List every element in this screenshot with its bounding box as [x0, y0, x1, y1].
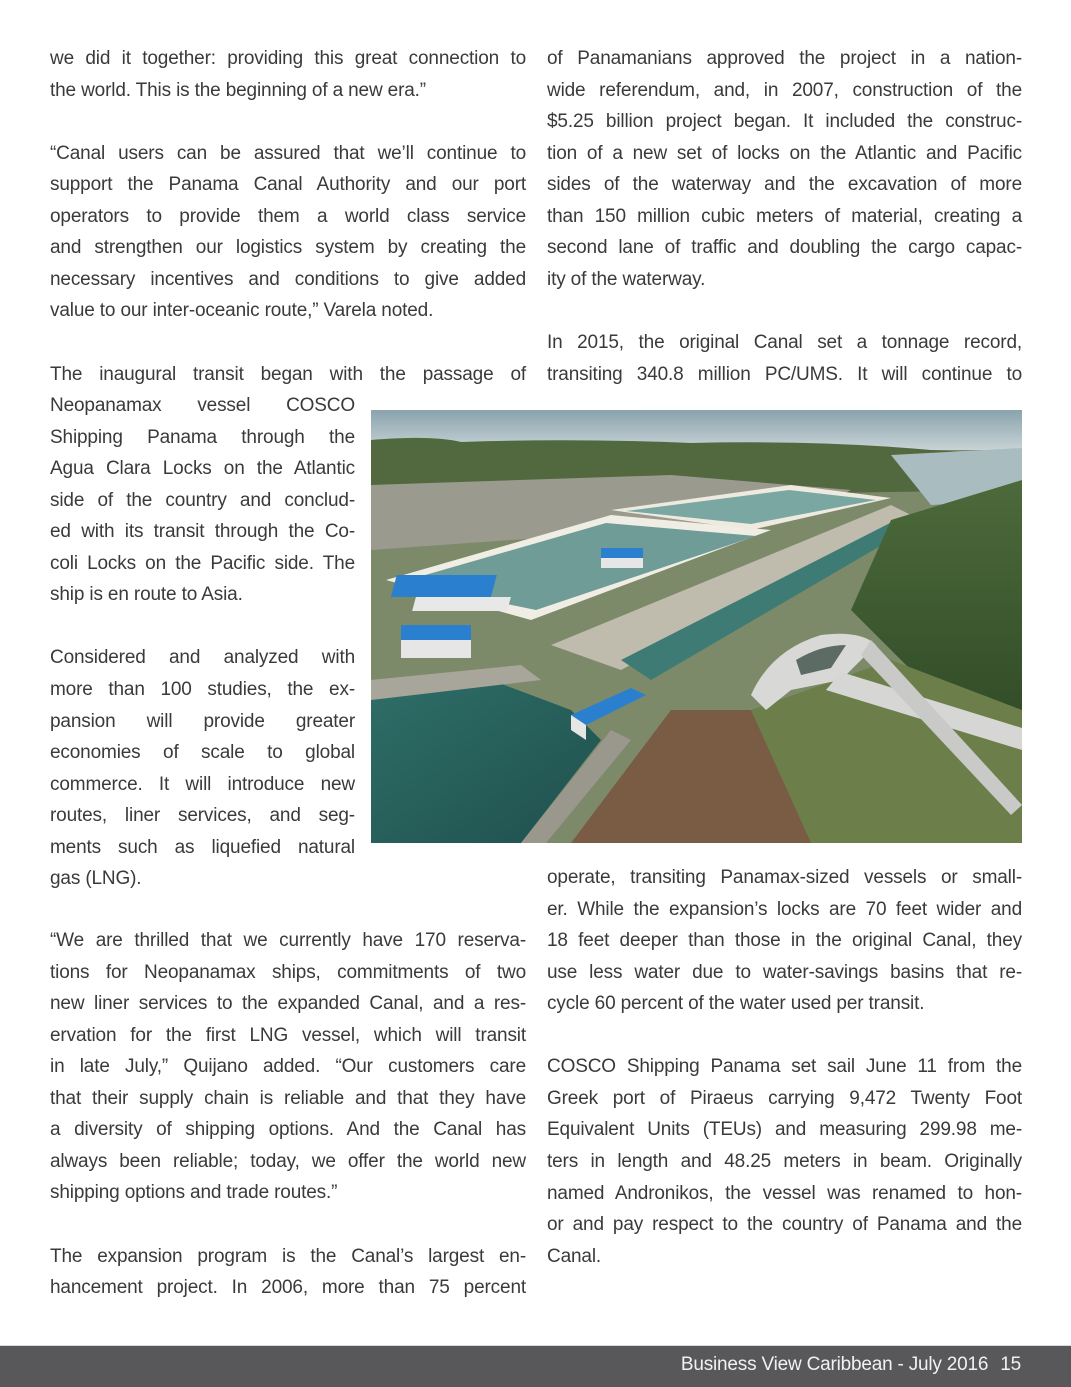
text-line [50, 106, 526, 137]
text-line: er. While the expansion’s locks are 70 feet wider and [547, 898, 1022, 920]
text-line: new liner services to the expanded Canal, and a res- [50, 993, 526, 1015]
text-line: of Panamanians approved the project in a nation- [547, 48, 1022, 69]
text-line: use less water due to water-savings basins that re- [547, 961, 1022, 983]
text-line: The inaugural transit began with the passage of [50, 363, 526, 385]
text-line [50, 327, 526, 358]
footer-text [681, 1354, 1021, 1376]
text-line: commerce. It will introduce new [50, 773, 355, 795]
text-line: Neopanamax vessel COSCO [50, 395, 355, 416]
text-line: and strengthen our logistics system by creating the [50, 237, 526, 259]
text-line: more than 100 studies, the ex- [50, 678, 355, 700]
page-number: 15 [1000, 1354, 1021, 1375]
text-line: operate, transiting Panamax-sized vessels or small- [547, 867, 1022, 888]
text-line: that their supply chain is reliable and that they have [50, 1087, 526, 1109]
text-line: Agua Clara Locks on the Atlantic [50, 458, 355, 480]
text-line: COSCO Shipping Panama set sail June 11 from the [547, 1056, 1022, 1078]
text-line: $5.25 billion project began. It included the construc- [547, 111, 1022, 133]
aerial-photo-illustration [371, 410, 1022, 843]
text-line: ters in length and 48.25 meters in beam. Originally [547, 1150, 1022, 1172]
text-line: value to our inter-oceanic route,” Varela noted. [50, 300, 434, 322]
text-line: ments such as liquefied natural [50, 836, 355, 858]
text-line [547, 295, 1022, 326]
text-line: Equivalent Units (TEUs) and measuring 299.98 me- [547, 1119, 1022, 1141]
text-line [50, 611, 355, 642]
text-line: In 2015, the original Canal set a tonnage record, [547, 331, 1022, 353]
text-line [547, 1020, 1022, 1051]
text-line: side of the country and conclud- [50, 489, 355, 511]
text-line: necessary incentives and conditions to give added [50, 268, 526, 290]
text-line: hancement project. In 2006, more than 75 percent [50, 1277, 526, 1299]
text-line: the world. This is the beginning of a new era.” [50, 79, 426, 101]
text-line: routes, liner services, and seg- [50, 805, 355, 827]
text-line: Shipping Panama through the [50, 426, 355, 448]
text-line: support the Panama Canal Authority and our port [50, 174, 526, 196]
text-line: second lane of traffic and doubling the cargo capac- [547, 237, 1022, 259]
text-line: named Andronikos, the vessel was renamed to hon- [547, 1182, 1022, 1204]
text-line: cycle 60 percent of the water used per transit. [547, 993, 925, 1015]
text-line: or and pay respect to the country of Panama and the [547, 1214, 1022, 1236]
text-line: ervation for the first LNG vessel, which will transit [50, 1024, 526, 1046]
text-line: than 150 million cubic meters of material, creating a [547, 205, 1022, 227]
canal-locks-photo [371, 410, 1022, 843]
text-line: ed with its transit through the Co- [50, 521, 355, 543]
text-line: pansion will provide greater [50, 710, 355, 732]
text-line: a diversity of shipping options. And the Canal has [50, 1119, 526, 1141]
text-line: operators to provide them a world class service [50, 205, 526, 227]
publication-name: Business View Caribbean - July 2016 [680, 1354, 989, 1375]
text-line: ity of the waterway. [547, 268, 706, 290]
text-line: always been reliable; today, we offer the world new [50, 1150, 526, 1172]
text-line: in late July,” Quijano added. “Our customers care [50, 1056, 526, 1078]
text-line: we did it together: providing this great connection to [50, 48, 526, 69]
text-line: “Canal users can be assured that we’ll continue to [50, 142, 526, 164]
text-line: The expansion program is the Canal’s largest en- [50, 1245, 526, 1267]
text-line: ship is en route to Asia. [50, 584, 243, 606]
text-line: economies of scale to global [50, 742, 355, 764]
page-footer [0, 1345, 1071, 1387]
text-line: tions for Neopanamax ships, commitments of two [50, 961, 526, 983]
text-line: gas (LNG). [50, 868, 142, 890]
text-line: coli Locks on the Pacific side. The [50, 552, 355, 574]
text-line: Considered and analyzed with [50, 647, 355, 669]
text-line: shipping options and trade routes.” [50, 1182, 338, 1204]
text-line: Greek port of Piraeus carrying 9,472 Twenty Foot [547, 1087, 1022, 1109]
text-line: tion of a new set of locks on the Atlantic and Pacific [547, 142, 1022, 164]
text-line: Canal. [547, 1245, 602, 1267]
text-line: transiting 340.8 million PC/UMS. It will continue to [547, 363, 1022, 385]
text-line: 18 feet deeper than those in the original Canal, they [547, 930, 1022, 952]
text-line [50, 1209, 526, 1240]
text-line: “We are thrilled that we currently have 170 reserva- [50, 930, 526, 951]
text-line: wide referendum, and, in 2007, construction of the [547, 79, 1022, 101]
text-line: sides of the waterway and the excavation of more [547, 174, 1022, 196]
